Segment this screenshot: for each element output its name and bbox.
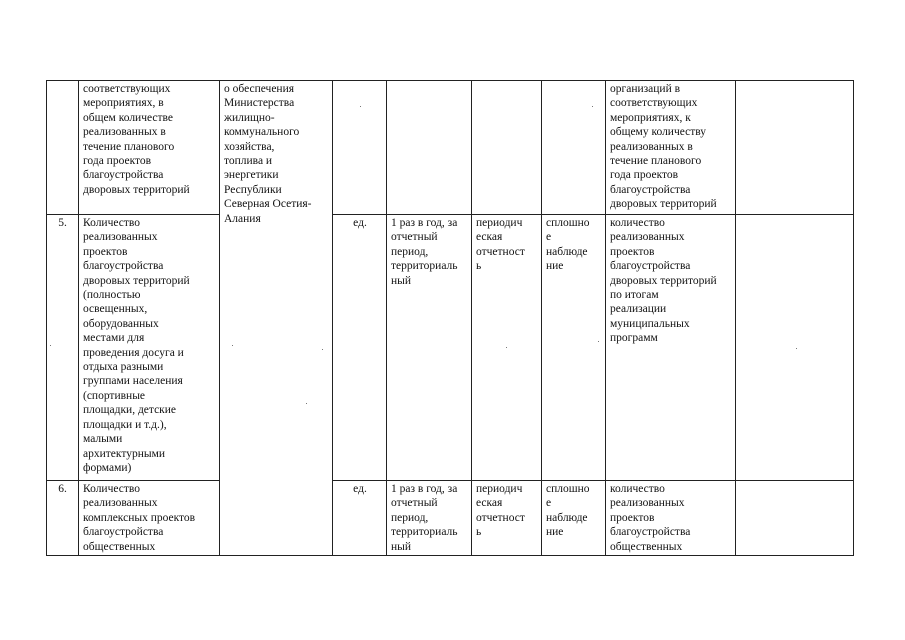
table-row <box>47 81 854 215</box>
calculation-cell: количество реализованных проектов благоустройства общественных <box>606 481 736 556</box>
scan-speck <box>322 349 323 350</box>
periodicity-cell <box>387 81 472 215</box>
row-number-cell <box>47 81 79 215</box>
note-cell <box>736 481 854 556</box>
data-source-cell: о обеспечения Министерства жилищно- коммунального хозяйства, топлива и энергетики Республики Северная Осетия- Алания <box>220 81 333 556</box>
scan-speck <box>232 345 233 346</box>
unit-cell <box>333 81 387 215</box>
unit-cell: ед. <box>333 215 387 481</box>
indicator-cell: Количество реализованных проектов благоустройства дворовых территорий (полностью освещенных, оборудованных местами для проведения досуга и отдыха разными группами населения (спортивные площадки, детские площадки и т.д.), малыми архитектурными формами) <box>79 215 220 481</box>
reporting-form-cell <box>472 81 542 215</box>
reporting-form-cell: периодич еская отчетност ь <box>472 215 542 481</box>
calculation-cell: организаций в соответствующих мероприятиях, к общему количеству реализованных в течение планового года проектов благоустройства дворовых территорий <box>606 81 736 215</box>
table-row <box>47 215 854 481</box>
note-cell <box>736 215 854 481</box>
periodicity-cell: 1 раз в год, за отчетный период, территориаль ный <box>387 481 472 556</box>
unit-cell: ед. <box>333 481 387 556</box>
scan-speck <box>592 106 593 107</box>
indicator-cell: Количество реализованных комплексных проектов благоустройства общественных <box>79 481 220 556</box>
method-cell <box>542 81 606 215</box>
indicators-table <box>46 80 854 556</box>
scan-speck <box>360 106 361 107</box>
method-cell: сплошно е наблюде ние <box>542 215 606 481</box>
row-number-cell: 5. <box>47 215 79 481</box>
scan-speck <box>306 403 307 404</box>
periodicity-cell: 1 раз в год, за отчетный период, территориаль ный <box>387 215 472 481</box>
row-number-cell: 6. <box>47 481 79 556</box>
scan-speck <box>598 341 599 342</box>
calculation-cell: количество реализованных проектов благоустройства дворовых территорий по итогам реализации муниципальных программ <box>606 215 736 481</box>
reporting-form-cell: периодич еская отчетност ь <box>472 481 542 556</box>
indicator-cell: соответствующих мероприятиях, в общем количестве реализованных в течение планового года проектов благоустройства дворовых территорий <box>79 81 220 215</box>
scan-speck <box>796 348 797 349</box>
table-row <box>47 481 854 556</box>
scan-speck <box>506 347 507 348</box>
method-cell: сплошно е наблюде ние <box>542 481 606 556</box>
scan-speck <box>50 345 51 346</box>
note-cell <box>736 81 854 215</box>
